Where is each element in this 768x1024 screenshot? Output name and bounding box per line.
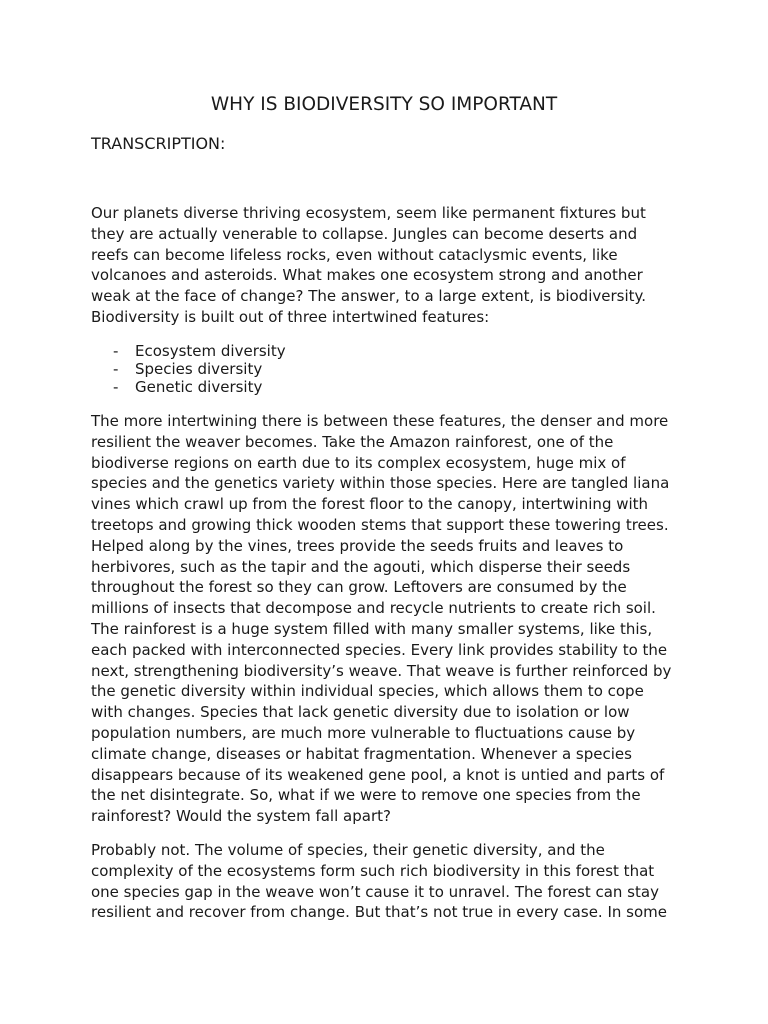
transcription-label: TRANSCRIPTION: — [91, 134, 226, 153]
paragraph-line: millions of insects that decompose and recycle nutrients to create rich soil. — [91, 599, 656, 618]
paragraph-line: herbivores, such as the tapir and the agouti, which disperse their seeds — [91, 557, 631, 576]
paragraph-line: treetops and growing thick wooden stems that support these towering trees. — [91, 515, 669, 534]
paragraph-line: throughout the forest so they can grow. Leftovers are consumed by the — [91, 578, 627, 597]
paragraph-line: Biodiversity is built out of three intertwined features: — [91, 307, 490, 326]
paragraph-line: Probably not. The volume of species, their genetic diversity, and the — [91, 841, 605, 859]
list-item — [113, 342, 286, 360]
paragraph-line: each packed with interconnected species. Every link provides stability to the — [91, 640, 668, 659]
paragraph-line: complexity of the ecosystems form such rich biodiversity in this forest that — [91, 861, 655, 880]
list-item — [113, 360, 286, 378]
paragraph-line: volcanoes and asteroids. What makes one ecosystem strong and another — [91, 266, 643, 285]
paragraph-line: next, strengthening biodiversity’s weave. That weave is further reinforced by — [91, 661, 672, 680]
list-marker: - — [113, 342, 119, 360]
paragraph-line: The more intertwining there is between these features, the denser and more — [91, 412, 669, 430]
paragraph-1 — [91, 203, 691, 328]
paragraph-line: vines which crawl up from the forest floor to the canopy, intertwining with — [91, 495, 649, 514]
list-item-label: Genetic diversity — [135, 378, 263, 397]
paragraph-line: Helped along by the vines, trees provide the seeds fruits and leaves to — [91, 536, 624, 555]
paragraph-line: they are actually venerable to collapse. Jungles can become deserts and — [91, 224, 638, 243]
document-title: WHY IS BIODIVERSITY SO IMPORTANT — [210, 94, 558, 115]
paragraph-line: resilient the weaver becomes. Take the Amazon rainforest, one of the — [91, 432, 614, 451]
list-item-label: Ecosystem diversity — [135, 342, 286, 360]
list-marker: - — [113, 360, 119, 379]
diversity-list — [113, 342, 286, 397]
paragraph-line: disappears because of its weakened gene pool, a knot is untied and parts of — [91, 765, 665, 784]
paragraph-3 — [91, 840, 691, 923]
paragraph-line: weak at the face of change? The answer, to a large extent, is biodiversity. — [91, 287, 647, 306]
paragraph-line: population numbers, are much more vulnerable to fluctuations cause by — [91, 723, 636, 742]
paragraph-line: resilient and recover from change. But that’s not true in every case. In some — [91, 903, 667, 922]
paragraph-line: the genetic diversity within individual species, which allows them to cope — [91, 682, 644, 701]
paragraph-line: climate change, diseases or habitat fragmentation. Whenever a species — [91, 744, 632, 763]
list-item-label: Species diversity — [135, 360, 263, 379]
paragraph-line: rainforest? Would the system fall apart? — [91, 807, 391, 826]
paragraph-line: species and the genetics variety within those species. Here are tangled liana — [91, 474, 670, 493]
paragraph-line: biodiverse regions on earth due to its complex ecosystem, huge mix of — [91, 453, 626, 472]
paragraph-2 — [91, 411, 691, 827]
paragraph-line: Our planets diverse thriving ecosystem, seem like permanent fixtures but — [91, 204, 646, 222]
paragraph-line: the net disintegrate. So, what if we were to remove one species from the — [91, 786, 641, 805]
list-marker: - — [113, 378, 119, 397]
paragraph-line: The rainforest is a huge system filled with many smaller systems, like this, — [91, 619, 653, 638]
list-item — [113, 378, 286, 396]
paragraph-line: reefs can become lifeless rocks, even without cataclysmic events, like — [91, 245, 618, 264]
paragraph-line: with changes. Species that lack genetic diversity due to isolation or low — [91, 703, 630, 722]
paragraph-line: one species gap in the weave won’t cause it to unravel. The forest can stay — [91, 882, 659, 901]
